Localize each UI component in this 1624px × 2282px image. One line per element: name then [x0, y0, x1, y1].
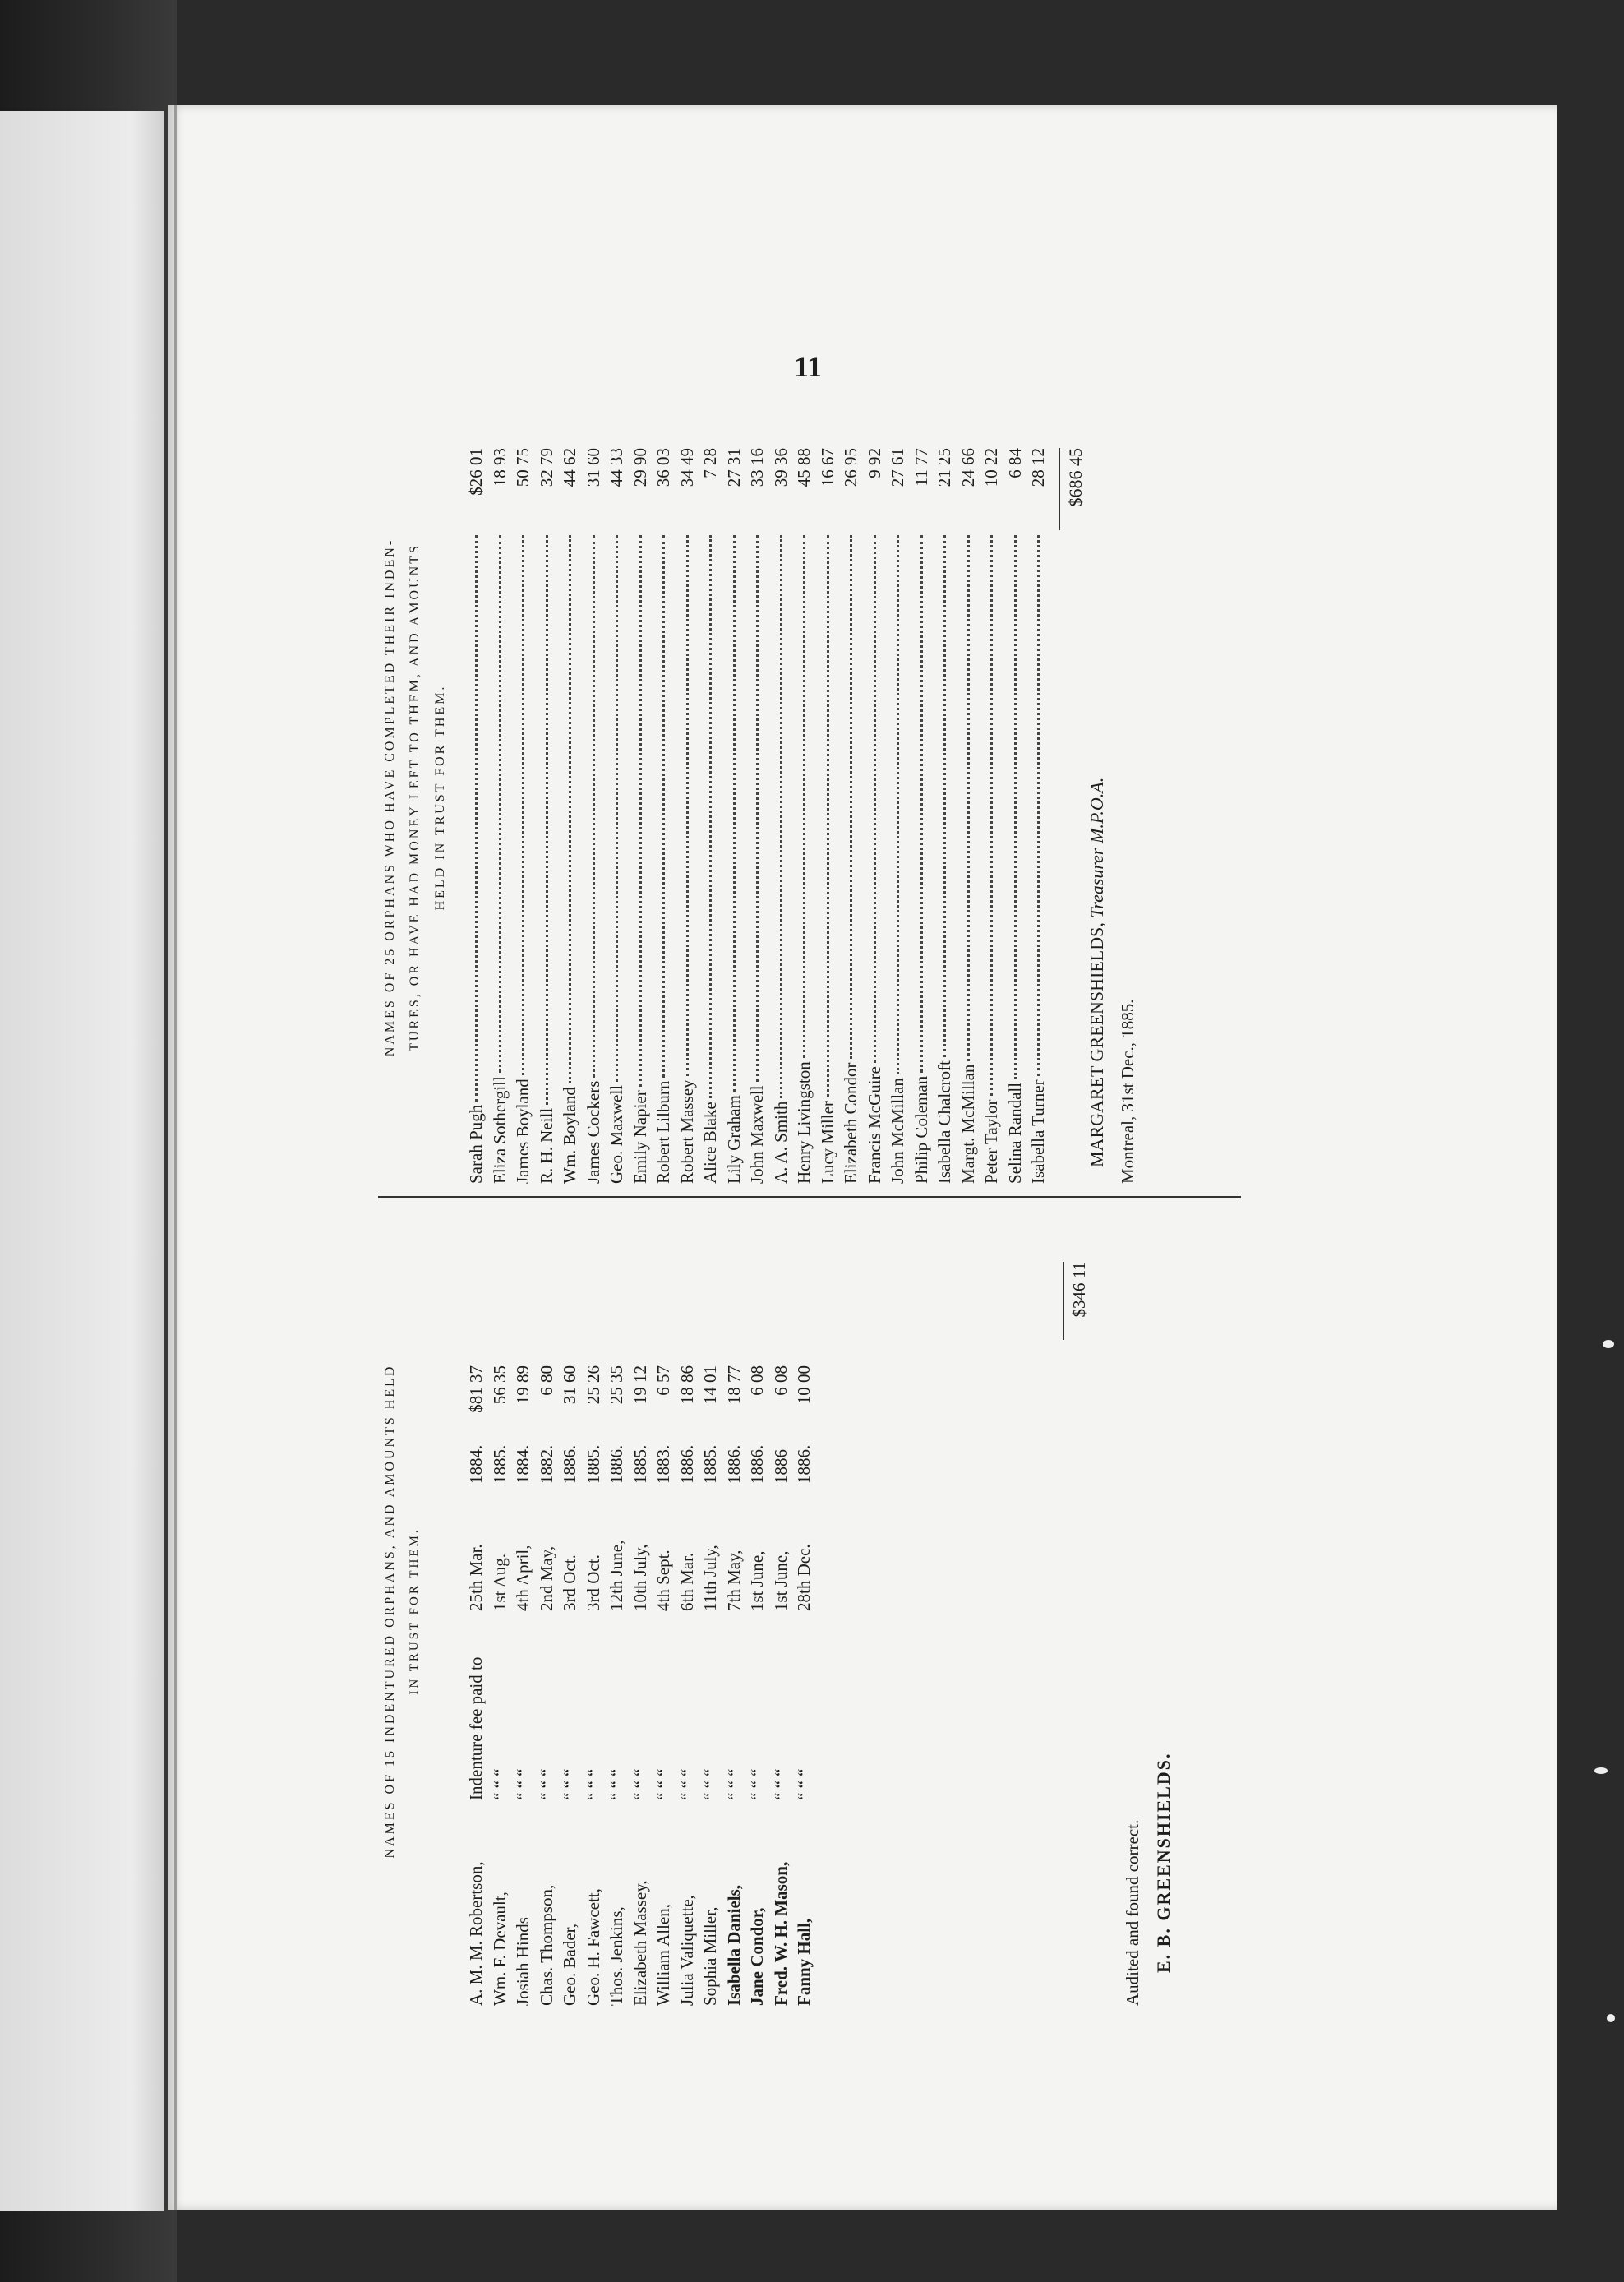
orphan-name: Isabella Daniels,: [723, 1884, 744, 2006]
completed-row: [511, 448, 535, 1184]
indenture-note: “ “ “: [560, 1768, 580, 1800]
indentured-row: [745, 1365, 769, 2006]
completed-row: [1003, 448, 1027, 1184]
facing-page: [0, 111, 164, 2211]
amount-held: 33 16: [747, 448, 768, 487]
orphan-name: Fanny Hall,: [794, 1918, 814, 2006]
orphan-name: Elizabeth Condor: [841, 1062, 861, 1184]
orphan-name: Margt. McMillan: [957, 1064, 978, 1184]
completed-row: [652, 448, 676, 1184]
binding-gutter: [174, 105, 177, 2210]
orphan-name: Chas. Thompson,: [536, 1884, 556, 2006]
orphan-name: Sophia Miller,: [700, 1906, 721, 2006]
amount-held: 9 92: [864, 448, 884, 478]
orphan-name: Fred. W. H. Mason,: [770, 1861, 791, 2006]
completed-heading-line3: HELD IN TRUST FOR THEM.: [432, 684, 447, 911]
dot-leader: [920, 535, 923, 1073]
scan-speck: [1594, 1767, 1608, 1774]
payment-date: 12th June,: [607, 1540, 627, 1611]
amount-held: 36 03: [653, 448, 674, 487]
place-date: Montreal, 31st Dec., 1885.: [1117, 999, 1137, 1184]
dot-leader: [803, 535, 805, 1058]
completed-row: [488, 448, 512, 1184]
amount-held: 16 67: [817, 448, 837, 487]
indenture-note: “ “ “: [770, 1768, 791, 1800]
completed-row: [745, 448, 769, 1184]
orphan-name-cell: [1027, 530, 1050, 1184]
payment-year: 1885.: [489, 1444, 510, 1484]
orphan-name: A. M. M. Robertson,: [466, 1861, 487, 2006]
orphan-name-cell: [652, 530, 676, 1184]
orphan-name: James Cockers: [583, 1080, 603, 1184]
orphan-name: Geo. H. Fawcett,: [583, 1888, 603, 2006]
payment-date: 3rd Oct.: [583, 1554, 603, 1611]
payment-year: 1886.: [607, 1444, 627, 1484]
treasurer-role: Treasurer M.P.O.A.: [1086, 777, 1107, 918]
audit-statement: Audited and found correct.: [1122, 1819, 1142, 2006]
orphan-name: Henry Livingston: [794, 1061, 814, 1184]
dot-leader: [546, 535, 548, 1105]
amount-held: 6 80: [536, 1365, 556, 1396]
orphan-name: Jane Condor,: [747, 1907, 768, 2006]
completed-orphans-table: [464, 448, 1050, 1184]
amount-held: 45 88: [794, 448, 814, 487]
amount-held: 6 08: [770, 1365, 791, 1396]
orphan-name: A. A. Smith: [770, 1101, 791, 1184]
indentured-row: [558, 1365, 582, 2006]
indenture-note: “ “ “: [513, 1768, 533, 1800]
orphan-name: John McMillan: [888, 1078, 908, 1184]
payment-date: 1st June,: [770, 1550, 791, 1611]
payment-date: 1st June,: [747, 1550, 768, 1611]
indenture-note: “ “ “: [723, 1768, 744, 1800]
orphan-name: Selina Randall: [1004, 1082, 1025, 1184]
orphan-name-cell: [629, 530, 653, 1184]
dot-leader: [874, 535, 876, 1063]
amount-held: 32 79: [536, 448, 556, 487]
orphan-name: Lily Graham: [723, 1095, 744, 1184]
amount-held: 18 86: [676, 1365, 697, 1405]
orphan-name-cell: [605, 530, 629, 1184]
completed-row: [769, 448, 793, 1184]
column-divider: [378, 1196, 1241, 1198]
completed-total: $686 45: [1064, 448, 1086, 507]
orphan-name-cell: [676, 530, 699, 1184]
amount-held: 10 22: [981, 448, 1002, 487]
completed-row: [535, 448, 559, 1184]
orphan-name: Philip Coleman: [911, 1075, 931, 1184]
payment-date: 28th Dec.: [794, 1544, 814, 1611]
orphan-name: Lucy Miller: [817, 1101, 837, 1184]
amount-held: 26 95: [841, 448, 861, 487]
dot-leader: [522, 535, 524, 1075]
payment-year: 1886.: [560, 1444, 580, 1484]
amount-held: 44 33: [607, 448, 627, 487]
payment-year: 1886.: [676, 1444, 697, 1484]
payment-year: 1886: [770, 1449, 791, 1484]
indenture-note: Indenture fee paid to: [466, 1656, 487, 1800]
completed-row: [886, 448, 910, 1184]
indentured-row: [582, 1365, 606, 2006]
scan-speck: [1603, 1340, 1614, 1348]
orphan-name-cell: [792, 530, 816, 1184]
orphan-name-cell: [745, 530, 769, 1184]
amount-held: 21 25: [934, 448, 955, 487]
indenture-note: “ “ “: [630, 1768, 650, 1800]
completed-row: [582, 448, 606, 1184]
dot-leader: [756, 535, 759, 1082]
amount-held: 25 35: [607, 1365, 627, 1405]
payment-date: 10th July,: [630, 1544, 650, 1611]
dot-leader: [499, 535, 501, 1073]
dot-leader: [709, 535, 712, 1098]
payment-date: 6th Mar.: [676, 1552, 697, 1611]
scan-speck: [1607, 2014, 1615, 2022]
dot-leader: [967, 535, 970, 1061]
orphan-name: Wm. Boyland: [560, 1087, 580, 1184]
orphan-name: Thos. Jenkins,: [607, 1906, 627, 2006]
orphan-name-cell: [863, 530, 887, 1184]
amount-held: 19 89: [513, 1365, 533, 1405]
payment-date: 4th April,: [513, 1545, 533, 1611]
amount-held: 31 60: [583, 448, 603, 487]
indenture-note: “ “ “: [489, 1768, 510, 1800]
amount-held: $81 37: [466, 1365, 487, 1413]
indentured-row: [511, 1365, 535, 2006]
completed-row: [605, 448, 629, 1184]
amount-held: 25 26: [583, 1365, 603, 1405]
indentured-total: $346 11: [1068, 1262, 1089, 1318]
indenture-note: “ “ “: [747, 1768, 768, 1800]
dot-leader: [1037, 535, 1040, 1076]
orphan-name: Emily Napier: [630, 1090, 650, 1184]
completed-row: [933, 448, 957, 1184]
indentured-row: [605, 1365, 629, 2006]
indentured-heading-line1: NAMES OF 15 INDENTURED ORPHANS, AND AMOUNTS HELD: [383, 1364, 397, 1859]
orphan-name-cell: [582, 530, 606, 1184]
dot-leader: [593, 535, 595, 1078]
orphan-name-cell: [699, 530, 722, 1184]
payment-year: 1885.: [583, 1444, 603, 1484]
payment-date: 3rd Oct.: [560, 1554, 580, 1611]
orphan-name: Peter Taylor: [981, 1099, 1002, 1184]
dot-leader: [827, 535, 829, 1097]
amount-held: 19 12: [630, 1365, 650, 1405]
completed-row: [957, 448, 980, 1184]
payment-date: 1st Aug.: [489, 1553, 510, 1611]
payment-date: 11th July,: [700, 1545, 721, 1611]
indenture-note: “ “ “: [607, 1768, 627, 1800]
payment-year: 1886.: [723, 1444, 744, 1484]
payment-date: 2nd May,: [536, 1545, 556, 1611]
completed-row: [980, 448, 1003, 1184]
payment-year: 1885.: [700, 1444, 721, 1484]
payment-year: 1886.: [747, 1444, 768, 1484]
orphan-name: Eliza Sothergill: [489, 1076, 510, 1184]
amount-held: 27 31: [723, 448, 744, 487]
orphan-name-cell: [511, 530, 535, 1184]
indenture-note: “ “ “: [700, 1768, 721, 1800]
indenture-note: “ “ “: [794, 1768, 814, 1800]
completed-row: [839, 448, 863, 1184]
dot-leader: [897, 535, 899, 1074]
completed-row: [816, 448, 840, 1184]
indenture-note: “ “ “: [583, 1768, 603, 1800]
orphan-name-cell: [933, 530, 957, 1184]
page-number: 11: [794, 350, 823, 383]
orphan-name-cell: [886, 530, 910, 1184]
indentured-row: [652, 1365, 676, 2006]
orphan-name-cell: [839, 530, 863, 1184]
orphan-name-cell: [957, 530, 980, 1184]
orphan-name: Josiah Hinds: [513, 1917, 533, 2006]
payment-date: 4th Sept.: [653, 1550, 674, 1611]
completed-row: [464, 448, 488, 1184]
amount-held: 56 35: [489, 1365, 510, 1405]
amount-held: $26 01: [466, 448, 487, 496]
indentured-row: [792, 1365, 816, 2006]
orphan-name-cell: [464, 530, 488, 1184]
dot-leader: [943, 535, 946, 1057]
completed-heading: [378, 411, 453, 1184]
completed-heading-line2: TURES, OR HAVE HAD MONEY LEFT TO THEM, AND AMOUNTS: [408, 543, 422, 1051]
orphan-name: James Boyland: [513, 1079, 533, 1184]
orphan-name-cell: [816, 530, 840, 1184]
amount-held: 31 60: [560, 1365, 580, 1405]
completed-row: [910, 448, 934, 1184]
indenture-note: “ “ “: [676, 1768, 697, 1800]
orphan-name: Geo. Bader,: [560, 1923, 580, 2006]
indentured-row: [699, 1365, 722, 2006]
amount-held: 28 12: [1028, 448, 1049, 487]
amount-held: 6 84: [1004, 448, 1025, 478]
dot-leader: [733, 535, 736, 1092]
completed-row: [699, 448, 722, 1184]
orphan-name-cell: [488, 530, 512, 1184]
indentured-orphans-table: [464, 1365, 816, 2006]
indenture-note: “ “ “: [653, 1768, 674, 1800]
orphan-name: Wm. F. Devault,: [489, 1892, 510, 2006]
orphan-name-cell: [558, 530, 582, 1184]
amount-held: 18 93: [489, 448, 510, 487]
amount-held: 11 77: [911, 448, 931, 487]
amount-held: 7 28: [700, 448, 721, 478]
auditor-name: E. B. GREENSHIELDS.: [1152, 1752, 1174, 1973]
orphan-name-cell: [980, 530, 1003, 1184]
dot-leader: [569, 535, 571, 1083]
completed-row: [1027, 448, 1050, 1184]
amount-held: 50 75: [513, 448, 533, 487]
orphan-name-cell: [722, 530, 746, 1184]
rotated-document-body: [378, 395, 1282, 2006]
completed-total-rule: [1059, 448, 1060, 530]
indenture-note: “ “ “: [536, 1768, 556, 1800]
amount-held: 6 08: [747, 1365, 768, 1396]
indentured-row: [488, 1365, 512, 2006]
indentured-orphans-section: [378, 1217, 1282, 2006]
completed-row: [792, 448, 816, 1184]
indentured-row: [535, 1365, 559, 2006]
orphan-name: Geo. Maxwell: [607, 1084, 627, 1184]
completed-row: [558, 448, 582, 1184]
orphan-name: Isabella Chalcroft: [934, 1060, 955, 1184]
orphan-name: Francis McGuire: [864, 1066, 884, 1184]
payment-date: 25th Mar.: [466, 1544, 487, 1611]
payment-year: 1882.: [536, 1444, 556, 1484]
orphan-name: Robert Massey: [676, 1079, 697, 1184]
amount-held: 27 61: [888, 448, 908, 487]
orphan-name: William Allen,: [653, 1904, 674, 2006]
amount-held: 10 00: [794, 1365, 814, 1405]
dot-leader: [990, 535, 993, 1096]
indentured-row: [464, 1365, 488, 2006]
treasurer-signature: [1087, 411, 1108, 1167]
payment-date: 7th May,: [723, 1550, 744, 1611]
indentured-total-rule: [1063, 1262, 1064, 1340]
completed-row: [629, 448, 653, 1184]
completed-row: [722, 448, 746, 1184]
dot-leader: [475, 535, 478, 1102]
indentured-row: [629, 1365, 653, 2006]
amount-held: 18 77: [723, 1365, 744, 1405]
indentured-row: [769, 1365, 793, 2006]
indentured-row: [722, 1365, 746, 2006]
dot-leader: [639, 535, 642, 1087]
orphan-name-cell: [910, 530, 934, 1184]
indentured-subheading: IN TRUST FOR THEM.: [408, 1527, 422, 1695]
orphan-name: Elizabeth Massey,: [630, 1880, 650, 2006]
payment-year: 1886.: [794, 1444, 814, 1484]
amount-held: 39 36: [770, 448, 791, 487]
orphan-name-cell: [1003, 530, 1027, 1184]
amount-held: 24 66: [957, 448, 978, 487]
payment-year: 1884.: [513, 1444, 533, 1484]
payment-year: 1884.: [466, 1444, 487, 1484]
dot-leader: [616, 535, 618, 1082]
completed-orphans-section: [378, 411, 1282, 1184]
orphan-name: John Maxwell: [747, 1085, 768, 1184]
amount-held: 6 57: [653, 1365, 674, 1396]
orphan-name: Julia Valiquette,: [676, 1895, 697, 2006]
amount-held: 14 01: [700, 1365, 721, 1405]
orphan-name-cell: [535, 530, 559, 1184]
dot-leader: [780, 535, 782, 1098]
payment-year: 1883.: [653, 1444, 674, 1484]
orphan-name: R. H. Neill: [536, 1107, 556, 1184]
completed-heading-line1: NAMES OF 25 ORPHANS WHO HAVE COMPLETED THEIR INDEN-: [383, 538, 397, 1057]
dot-leader: [1014, 535, 1017, 1079]
orphan-name: Sarah Pugh: [466, 1104, 487, 1184]
dot-leader: [662, 535, 665, 1078]
orphan-name: Isabella Turner: [1028, 1079, 1049, 1184]
orphan-name: Robert Lilburn: [653, 1080, 674, 1184]
completed-row: [676, 448, 699, 1184]
orphan-name: Alice Blake: [700, 1102, 721, 1184]
amount-held: 34 49: [676, 448, 697, 487]
completed-row: [863, 448, 887, 1184]
payment-year: 1885.: [630, 1444, 650, 1484]
indentured-row: [676, 1365, 699, 2006]
orphan-name-cell: [769, 530, 793, 1184]
amount-held: 29 90: [630, 448, 650, 487]
dot-leader: [686, 535, 689, 1076]
amount-held: 44 62: [560, 448, 580, 487]
dot-leader: [850, 535, 852, 1059]
indentured-heading: [378, 1217, 403, 2006]
treasurer-name: MARGARET GREENSHIELDS,: [1086, 922, 1107, 1167]
